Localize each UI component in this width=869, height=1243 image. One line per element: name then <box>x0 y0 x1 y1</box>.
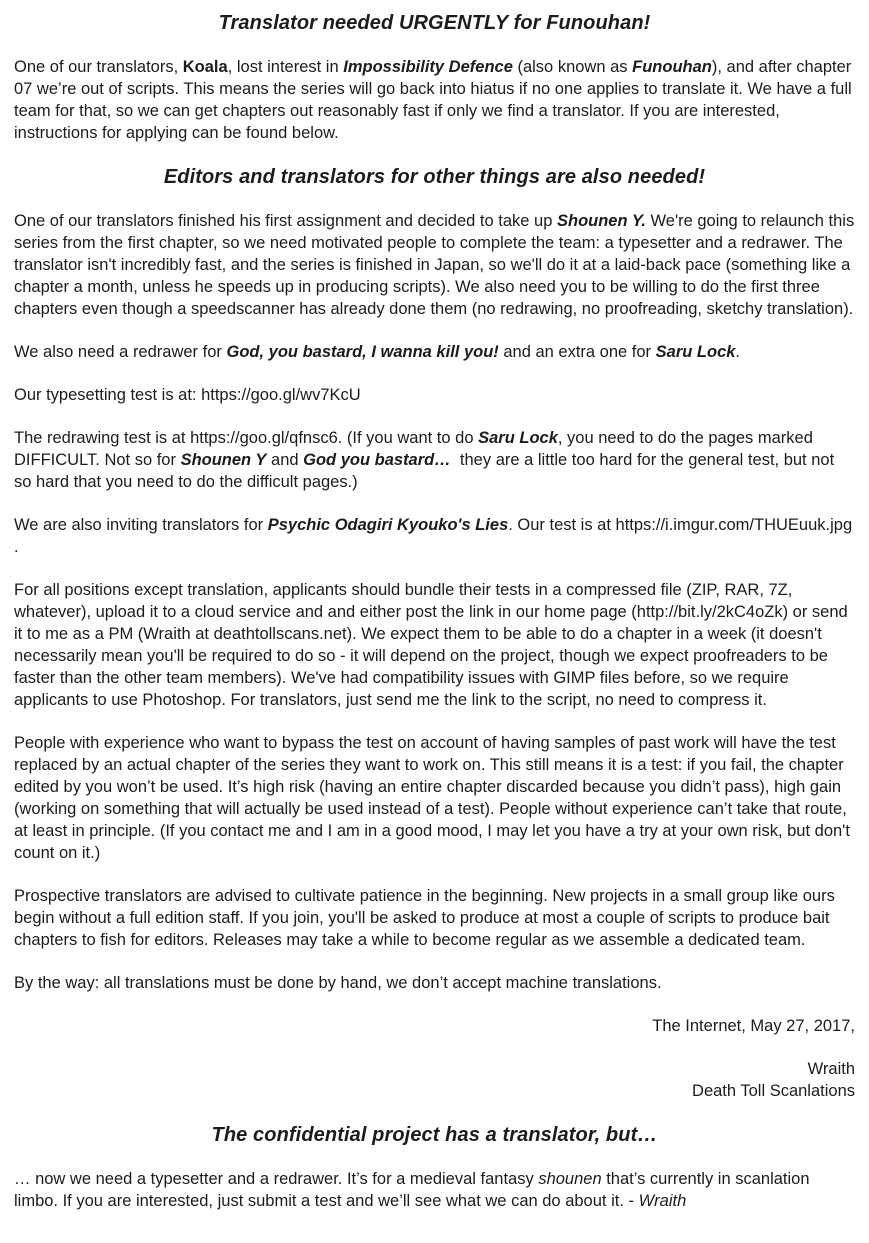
text-segment: Shounen Y. <box>556 212 646 230</box>
text-segment: One of our translators finished his first assignment and decided to take up <box>14 212 557 230</box>
psychic-odagiri-paragraph <box>14 514 855 558</box>
redrawing-test-paragraph <box>14 427 855 493</box>
experienced-applicants-paragraph <box>14 732 855 864</box>
text-segment: Prospective translators are advised to cultivate patience in the beginning. New projects in a small group like ours begin without a full edition staff. If you join, you'll be asked to produce at most a couple of scripts to produce bait chapters to fish for editors. Releases may take a while to become regular as we assemble a dedicated team. <box>14 887 835 949</box>
text-segment: Wraith <box>638 1192 687 1210</box>
funouhan-notice-paragraph <box>14 56 855 144</box>
signature-line: Wraith <box>807 1060 855 1078</box>
other-needs-title: Editors and translators for other things are also needed! <box>163 166 706 188</box>
text-segment: Impossibility Defence <box>343 58 513 76</box>
text-segment: The redrawing test is at https://goo.gl/qfnsc6. (If you want to do <box>14 429 479 447</box>
text-segment: Saru Lock <box>655 343 736 361</box>
text-segment: Shounen Y <box>180 451 267 469</box>
text-segment: For all positions except translation, applicants should bundle their tests in a compressed file (ZIP, RAR, 7Z, whatever), upload it to a cloud service and and either post the link in our home page (http://bit.ly/2kC4oZk) or send it to me as a PM (Wraith at deathtollscans.net). We expect them to be able to do a chapter in a week (it doesn't necessarily mean you'll be required to do so - it will depend on the project, though we expect proofreaders to be faster than the other team members). We've had compatibility issues with GIMP files before, so we require applicants to use Photoshop. For translators, just send me the link to the script, no need to compress it. <box>14 581 848 709</box>
confidential-project-title: The confidential project has a translator, but… <box>211 1124 658 1146</box>
text-segment: . <box>735 343 741 361</box>
signature-line: Death Toll Scanlations <box>692 1082 855 1100</box>
text-segment: Funouhan <box>632 58 712 76</box>
text-segment: Koala <box>182 58 228 76</box>
text-segment: and <box>266 451 304 469</box>
text-segment: and an extra one for <box>498 343 656 361</box>
text-segment: We're going to relaunch this series from the first chapter, so we need motivated people to complete the team: a typesetter and a redrawer. The translator isn't incredibly fast, and the series is finished in Japan, so we'll do it at a laid-back pace (something like a chapter a month, unless he speeds up in producing scripts). We also need you to be willing to do the first three chapters even though a speedscanner has already done them (no redrawing, no proofreading, sketchy translation). <box>14 212 855 318</box>
signature-block <box>14 1058 855 1102</box>
text-segment: Psychic Odagiri Kyouko's Lies <box>267 516 509 534</box>
text-segment: they are a little too hard for the general test, but not so hard that you need to do the difficult pages.) <box>14 451 835 491</box>
text-segment: God, you bastard, I wanna kill you! <box>226 343 499 361</box>
text-segment: One of our translators, <box>14 58 183 76</box>
text-segment: Saru Lock <box>478 429 558 447</box>
prospective-translators-paragraph <box>14 885 855 951</box>
text-segment: Our typesetting test is at: https://goo.gl/wv7KcU <box>14 386 361 404</box>
text-segment: shounen <box>538 1170 602 1188</box>
text-segment: God you bastard… <box>303 451 451 469</box>
text-segment: … now we need a typesetter and a redrawer. It’s for a medieval fantasy <box>14 1170 539 1188</box>
date-line: The Internet, May 27, 2017, <box>652 1017 855 1035</box>
text-segment: We also need a redrawer for <box>14 343 227 361</box>
application-instructions-paragraph <box>14 579 855 711</box>
text-segment: ), and after chapter 07 we’re out of scripts. This means the series will go back into hiatus if no one applies to translate it. We have a full team for that, so we can get chapters out reasonably fast if only we find a translator. If you are interested, instructions for applying can be found below. <box>14 58 852 142</box>
redrawer-needs-paragraph <box>14 341 855 363</box>
text-segment: that’s currently in scanlation limbo. If you are interested, just submit a test and we’ll see what we can do about it. - <box>14 1170 810 1210</box>
text-segment: We are also inviting translators for <box>14 516 268 534</box>
text-segment: , lost interest in <box>227 58 344 76</box>
text-segment: . Our test is at https://i.imgur.com/THUEuuk.jpg . <box>14 516 853 556</box>
text-segment: , you need to do the pages marked DIFFICULT. Not so for <box>14 429 813 469</box>
shounen-y-paragraph <box>14 210 855 320</box>
machine-translation-note <box>14 972 855 994</box>
text-segment: By the way: all translations must be done by hand, we don’t accept machine translations. <box>14 974 662 992</box>
text-segment: People with experience who want to bypass the test on account of having samples of past work will have the test replaced by an actual chapter of the series they want to work on. This still means it is a test: if you fail, the chapter edited by you won’t be used. It’s high risk (having an entire chapter discarded because you didn’t pass), high gain (working on something that will actually be used instead of a test). People without experience can’t take that route, at least in principle. (If you contact me and I am in a good mood, I may let you have a try at your own risk, but don't count on it.) <box>14 734 850 862</box>
document-content <box>14 11 855 1212</box>
text-segment: (also known as <box>512 58 633 76</box>
confidential-project-paragraph <box>14 1168 855 1212</box>
typesetting-test-paragraph <box>14 384 855 406</box>
main-title: Translator needed URGENTLY for Funouhan! <box>218 12 651 34</box>
